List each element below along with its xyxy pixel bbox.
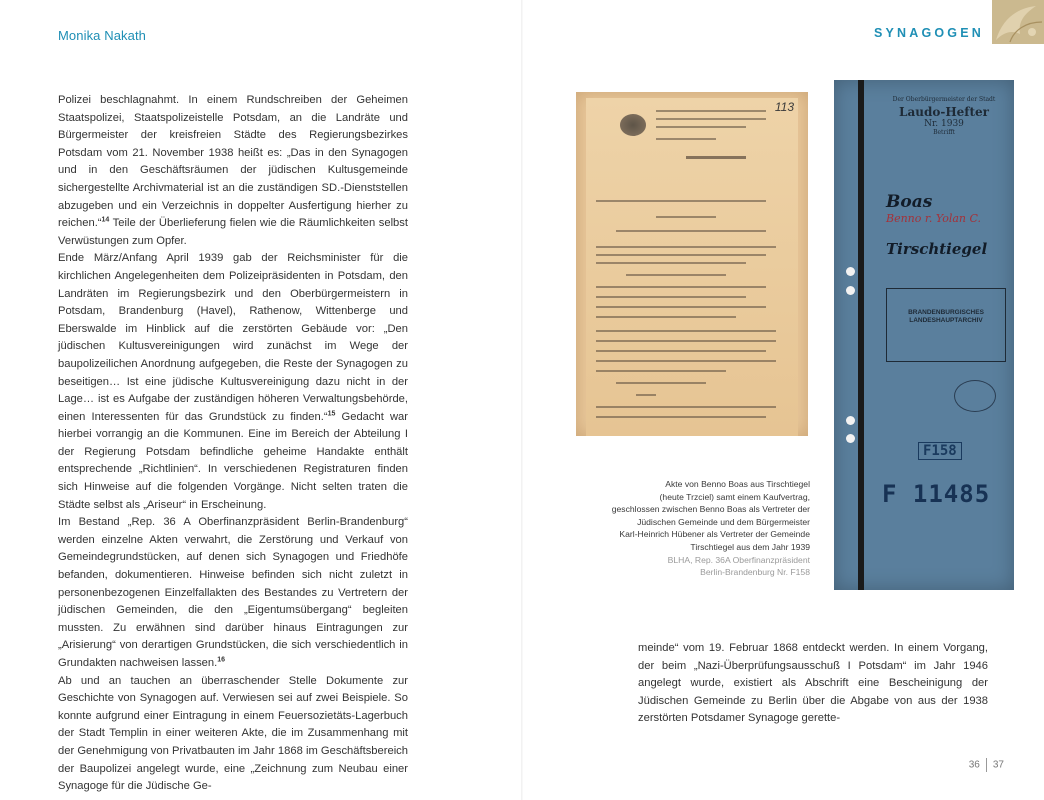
body-text-right xyxy=(638,640,988,728)
paragraph: Im Bestand „Rep. 36 A Oberfinanzpräsident Berlin-Brandenburg“ werden einzelne Akten verwahrt, die Zerstörung und Verkauf von Gemeindegrundstücken, auf denen sich Synagogen und Friedhöfe befanden, dokumentieren. Hinweise befinden sich nicht zuletzt in personenbezogenen Einzelfallakten des Bestandes zu Vertretern der jüdischen Gemeinden, die den „Eigentumsübergang“ begleiten mussten. Zu erwähnen sind darüber hinaus Eintragungen zur „Arisierung“ von derartigen Grundstücken, die sich verschiedentlich in Grundakten nachweisen lassen.$^{16}$ xyxy=(58,516,408,669)
letter-document-image xyxy=(576,92,808,436)
paragraph: Polizei beschlagnahmt. In einem Rundschreiben der Geheimen Staatspolizei, Staatspolizeistelle Potsdam, an die Landräte und Bürgermeister der kreisfreien Städte des Regierungsbezirkes Potsdam vom 21. November 1938 heißt es: „Das in den Synagogen und in den Geschäftsräumen der jüdischen Kultusgemeinde sichergestellte Archivmaterial ist an die zuständigen SD.-Dienststellen abzugeben und ein Verzeichnis in doppelter Ausfertigung hierher zu reichen.“$^{14}$ Teile der Überlieferung fielen wie die Räumlichkeiten selbst Verwüstungen zum Opfer. xyxy=(58,94,408,247)
spread-gutter xyxy=(521,0,523,800)
round-stamp xyxy=(954,380,996,412)
paragraph: Ende März/Anfang April 1939 gab der Reichsminister für die kirchlichen Angelegenheiten dem Polizeipräsidenten in Potsdam, den Landräten im Regierungsbezirk und den Oberbürgermeistern in Potsdam, Brandenburg (Havel), Rathenow, Wittenberge und Eberswalde im Hinblick auf die zerstörten Gebäude vor: „Den jüdischen Kultusvereinigungen wird zunächst im Wege der baupolizeilichen Anordnung aufgegeben, die Reste der Synagogen zu beseitigen… Ist eine jüdische Kultusvereinigung dazu nicht in der Lage… ist es Aufgabe der zuständigen höheren Verwaltungsbehörde, einen Interessenten für das Grundstück zu finden.“$^{15}$ Gedacht war hierbei vorrangig an die Kommunen. Eine im Bereich der Abteilung I der Regierung Potsdam befindliche geheime Handakte enthält entsprechende „Richtlinien“. In verschiedenen Registraturen finden sich Hinweise auf die folgenden Vorgänge. Nicht selten traten die Städte selbst als „Ariseur“ in Erscheinung. xyxy=(58,252,408,511)
footnote-ref: 16 xyxy=(217,656,226,664)
page-number-right: 37 xyxy=(992,759,1004,771)
page-numbers xyxy=(969,758,1004,772)
image-caption: Akte von Benno Boas aus Tirschtiegel (heute Trzciel) samt einem Kaufvertrag, geschlossen zwischen Benno Boas als Vertreter der Jüdischen Gemeinde und dem Bürgermeister Karl-Heinrich Hübener als Vertreter der Gemeinde Tirschtiegel aus dem Jahr 1939 BLHA, Rep. 36A Oberfinanzpräsident Berlin-Brandenburg Nr. F158 xyxy=(600,478,810,579)
footnote-ref: 15 xyxy=(327,409,336,417)
letter-folio-number: 113 xyxy=(774,100,794,114)
running-header-author: Monika Nakath xyxy=(58,28,147,43)
punch-hole xyxy=(846,267,855,276)
folder-spine xyxy=(858,80,864,590)
punch-hole xyxy=(846,434,855,443)
folder-signature-stamp: F158 xyxy=(918,442,962,460)
body-text-left xyxy=(58,92,408,796)
image-credit: BLHA, Rep. 36A Oberfinanzpräsident xyxy=(667,554,810,565)
image-credit: Berlin-Brandenburg Nr. F158 xyxy=(700,567,810,578)
folder-handwriting-place: Tirschtiegel xyxy=(886,240,988,258)
folder-handwriting-name: Boas xyxy=(886,192,933,212)
footnote-ref: 14 xyxy=(101,216,110,224)
folder-document-image xyxy=(834,80,1014,590)
punch-hole xyxy=(846,286,855,295)
archive-stamp: BRANDENBURGISCHES LANDESHAUPTARCHIV xyxy=(886,288,1006,362)
page-number-left: 36 xyxy=(968,759,980,771)
folder-handwriting-firstname: Benno r. Yolan C. xyxy=(886,212,982,225)
folder-label: Der Oberbürgermeister der Stadt Laudo-Hefter Nr. 1939 Betrifft xyxy=(892,96,996,136)
running-header-section: SYNAGOGEN xyxy=(873,26,984,40)
punch-hole xyxy=(846,416,855,425)
ornament-corner xyxy=(992,0,1044,44)
eagle-seal-icon xyxy=(620,114,646,136)
paragraph: meinde“ vom 19. Februar 1868 entdeckt werden. In einem Vorgang, der beim „Nazi-Überprüfungsausschuß I Potsdam“ im Jahr 1946 angelegt wurde, existiert als Abschrift eine Bescheinigung der Jüdischen Gemeinde zu Berlin über die Abgabe von aus der 1938 zerstörten Potsdamer Synagoge gerette- xyxy=(638,642,988,725)
folder-number: F 11485 xyxy=(882,480,991,508)
paragraph: Ab und an tauchen an überraschender Stelle Dokumente zur Geschichte von Synagogen auf. Verwiesen sei auf zwei Beispiele. So konnte aufgrund einer Eintragung in einem Feuersozietäts-Lagerbuch der Stadt Templin in einer weiteren Akte, die im Zusammenhang mit der Genehmigung von Privatbauten im Jahr 1868 im Geschäftsbereich der Baupolizei angelegt wurde, eine „Zeichnung zum Neubau einer Synagoge für die Jüdische Ge- xyxy=(58,674,408,793)
page-number-divider xyxy=(986,758,987,772)
